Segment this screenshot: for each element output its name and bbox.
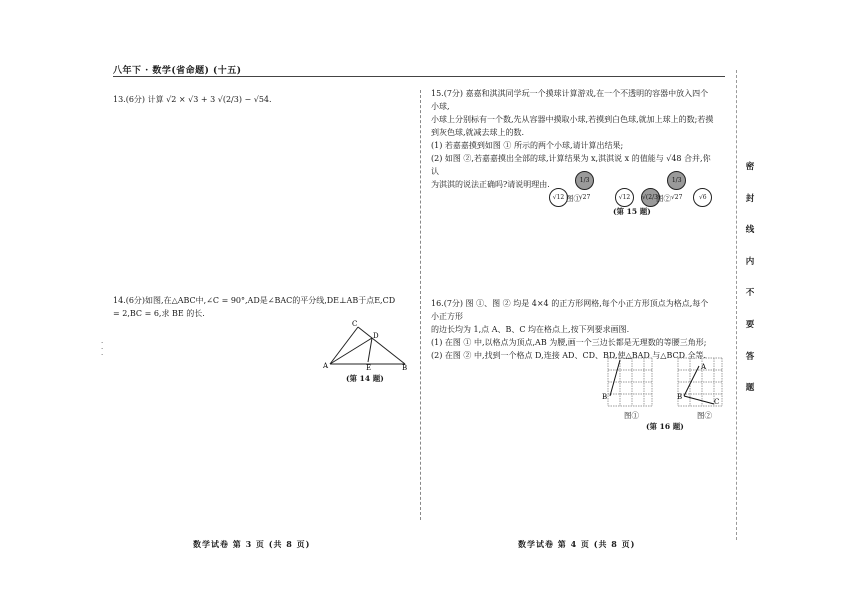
seal-char: 题: [745, 383, 755, 394]
grey-ball: √(2/3): [641, 188, 660, 207]
seal-char: 封: [745, 193, 755, 204]
question-16-part2: (2) 在图 ② 中,找到一个格点 D,连接 AD、CD、BD,使△BAD 与△BCD 全等.: [431, 351, 707, 360]
question-15-line2: 小球上分别标有一个数,先从容器中摸取小球,若摸到白色球,就加上球上的数;若摸: [431, 115, 714, 124]
caption-14: (第 14 题): [346, 374, 384, 383]
grid-figure-2: [672, 356, 724, 408]
label-B: B: [677, 393, 683, 401]
seal-dashed-line: [736, 70, 737, 540]
label-A: A: [323, 362, 329, 370]
question-13-text: 13.(6分) 计算 √2 × √3 + 3 √(2/3) − √54.: [113, 95, 272, 104]
binding-marks: · · ·: [101, 339, 104, 359]
header-rule: [113, 76, 725, 77]
question-15-part1: (1) 若嘉嘉摸到如图 ① 所示的两个小球,请计算出结果;: [431, 141, 624, 150]
fig1-label-15: 图①: [566, 194, 581, 203]
label-B: B: [402, 364, 408, 370]
page-divider: [420, 90, 421, 520]
label-C: C: [714, 398, 720, 406]
question-15-part2a: (2) 如图 ②,若嘉嘉摸出全部的球,计算结果为 x,淇淇说 x 的值能与 √48 合并,你认: [431, 154, 711, 176]
grey-ball: 1/3 √27: [667, 171, 686, 190]
seal-char: 答: [745, 351, 755, 362]
label-B: B: [602, 393, 608, 401]
seal-instruction: [742, 160, 758, 413]
caption-16: (第 16 题): [646, 422, 684, 431]
label-E: E: [366, 364, 372, 370]
triangle-figure-14: [322, 318, 410, 370]
question-15-part2b: 为淇淇的说法正确吗?请说明理由.: [431, 180, 550, 189]
question-14-line1: 14.(6分)如图,在△ABC中,∠C = 90°,AD是∠BAC的平分线,DE⊥AB于点E,CD: [113, 296, 396, 305]
fig2-label-16: 图②: [697, 411, 712, 420]
question-16: [431, 297, 716, 362]
label-D: D: [373, 332, 379, 340]
question-14-line2: = 2,BC = 6,求 BE 的长.: [113, 309, 205, 318]
question-14: [113, 294, 413, 320]
grid-figure-1: [602, 356, 654, 408]
question-16-part1: (1) 在图 ① 中,以格点为顶点,AB 为腰,画一个三边长都是无理数的等腰三角形;: [431, 338, 707, 347]
question-13: [113, 93, 413, 106]
footer-right: 数学试卷 第 4 页 (共 8 页): [518, 539, 636, 549]
seal-char: 密: [745, 162, 755, 172]
fig1-label-16: 图①: [624, 411, 639, 420]
white-ball: √6: [693, 188, 712, 207]
exam-header: 八年下 · 数学(省命题) (十五): [113, 66, 242, 76]
seal-char: 线: [745, 225, 755, 236]
seal-char: 内: [745, 256, 755, 267]
question-16-line1: 16.(7分) 图 ①、图 ② 均是 4×4 的正方形网格,每个小正方形顶点为格点,每个小正方形: [431, 299, 709, 321]
label-A: A: [701, 363, 707, 371]
white-ball: √12: [549, 188, 568, 207]
caption-15: (第 15 题): [613, 207, 651, 216]
grey-ball: 1/3 √27: [575, 171, 594, 190]
question-15-line1: 15.(7分) 嘉嘉和淇淇同学玩一个摸球计算游戏,在一个不透明的容器中放入四个小球,: [431, 89, 709, 111]
seal-char: 要: [745, 319, 755, 330]
question-16-line2: 的边长均为 1,点 A、B、C 均在格点上,按下列要求画图.: [431, 325, 630, 334]
question-15-line3: 到灰色球,就减去球上的数.: [431, 128, 525, 137]
fig2-label-15: 图②: [656, 194, 671, 203]
footer-left: 数学试卷 第 3 页 (共 8 页): [193, 539, 311, 549]
white-ball: √12: [615, 188, 634, 207]
seal-char: 不: [745, 288, 755, 299]
label-C: C: [352, 320, 358, 328]
